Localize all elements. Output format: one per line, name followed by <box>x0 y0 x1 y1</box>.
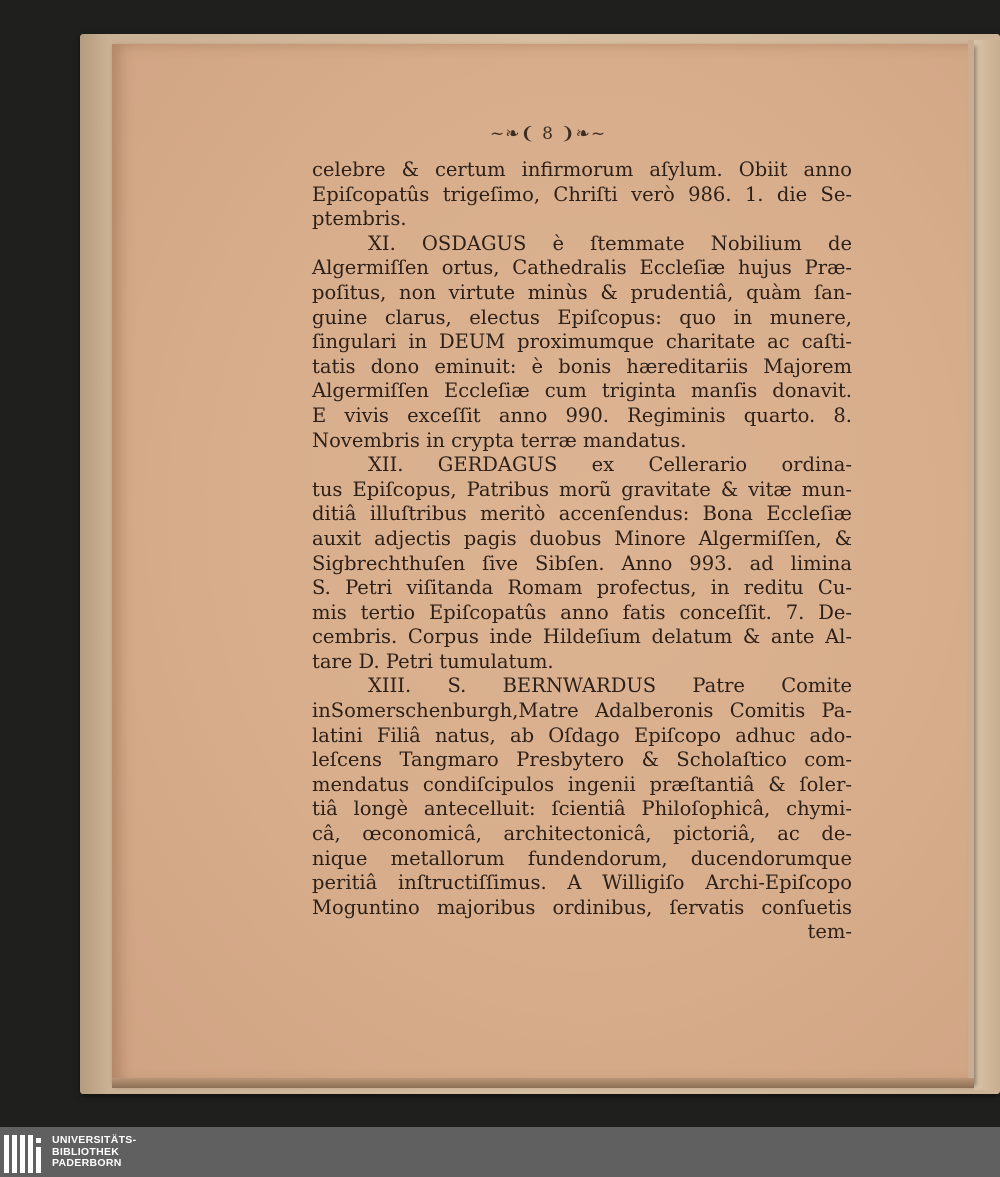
text-line: poſitus, non virtute minùs & prudentiâ, quàm ſan- <box>312 280 852 304</box>
text-line: latini Filiâ natus, ab Oſdago Epiſcopo adhuc ado- <box>312 723 852 747</box>
body-text <box>312 158 852 945</box>
text-line: Novembris in crypta terræ mandatus. <box>312 428 687 452</box>
logo-line-2: BIBLIOTHEK <box>52 1145 120 1158</box>
logo-line-1: UNIVERSITÄTS- <box>52 1134 137 1146</box>
page-bottom-shadow <box>112 1078 974 1088</box>
logo-line-3: PADERBORN <box>52 1157 122 1169</box>
text-line: celebre & certum infirmorum aſylum. Obiit anno <box>312 158 852 181</box>
text-line: mendatus condiſcipulos ingenii præſtantiâ & ſoler- <box>312 772 852 796</box>
text-line: Moguntino majoribus ordinibus, ſervatis conſuetis <box>312 895 852 919</box>
text-line: inSomerschenburgh,Matre Adalberonis Comitis Pa- <box>312 699 852 723</box>
text-line: tus Epiſcopus, Patribus morũ gravitate & vitæ mun- <box>312 477 852 501</box>
text-line: câ, œconomicâ, architectonicâ, pictoriâ, ac de- <box>312 822 852 846</box>
page-gutter-edge <box>968 40 974 1080</box>
library-logo-text <box>52 1135 136 1170</box>
text-line: Algermiſſen Eccleſiæ cum triginta manſis donavit. <box>312 379 852 403</box>
text-line: ſingulari in DEUM proximumque charitate ac caſti- <box>312 330 852 354</box>
text-line: tatis dono eminuit: è bonis hæreditariis Majorem <box>312 354 852 378</box>
text-line: Sigbrechthuſen ſive Sibſen. Anno 993. ad limina <box>312 551 852 575</box>
library-footer <box>0 1127 1000 1177</box>
text-line: Algermiſſen ortus, Cathedralis Eccleſiæ hujus Præ- <box>312 256 852 280</box>
section-heading-line: XII. GERDAGUS ex Cellerario ordina- <box>368 453 852 477</box>
text-line: E vivis exceſſit anno 990. Regiminis quarto. 8. <box>312 403 852 427</box>
catchword: tem- <box>807 920 852 944</box>
text-line: Epiſcopatûs trigeſimo, Chriſti verò 986. 1. die Se- <box>312 182 852 206</box>
text-line: mis tertio Epiſcopatûs anno fatis conceſſit. 7. De- <box>312 600 852 624</box>
text-line: nique metallorum fundendorum, ducendorumque <box>312 846 852 870</box>
section-heading-line: XI. OSDAGUS è ſtemmate Nobilium de <box>368 231 852 255</box>
text-line: ptembris. <box>312 207 407 231</box>
text-line: tare D. Petri tumulatum. <box>312 649 554 673</box>
section-heading-line: XIII. S. BERNWARDUS Patre Comite <box>368 674 852 698</box>
text-line: guine clarus, electus Epiſcopus: quo in munere, <box>312 305 852 329</box>
text-line: cembris. Corpus inde Hildeſium delatum & ante Al- <box>312 625 852 649</box>
facing-page-edge <box>974 40 1000 1090</box>
text-line: tiâ longè antecelluit: ſcientiâ Philoſophicâ, chymi- <box>312 797 852 821</box>
text-line: leſcens Tangmaro Presbytero & Scholaſtico com- <box>312 748 852 772</box>
page-number-ornament: ~❧❨ 8 ❩❧~ <box>490 124 607 144</box>
text-line: S. Petri viſitanda Romam profectus, in reditu Cu- <box>312 576 852 600</box>
text-line: ditiâ illuſtribus meritò accenſendus: Bona Eccleſiæ <box>312 502 852 526</box>
text-line: peritiâ inſtructiſſimus. A Willigiſo Archi-Epiſcopo <box>312 871 852 895</box>
text-line: auxit adjectis pagis duobus Minore Algermiſſen, & <box>312 526 852 550</box>
library-logo-icon <box>4 1135 46 1173</box>
